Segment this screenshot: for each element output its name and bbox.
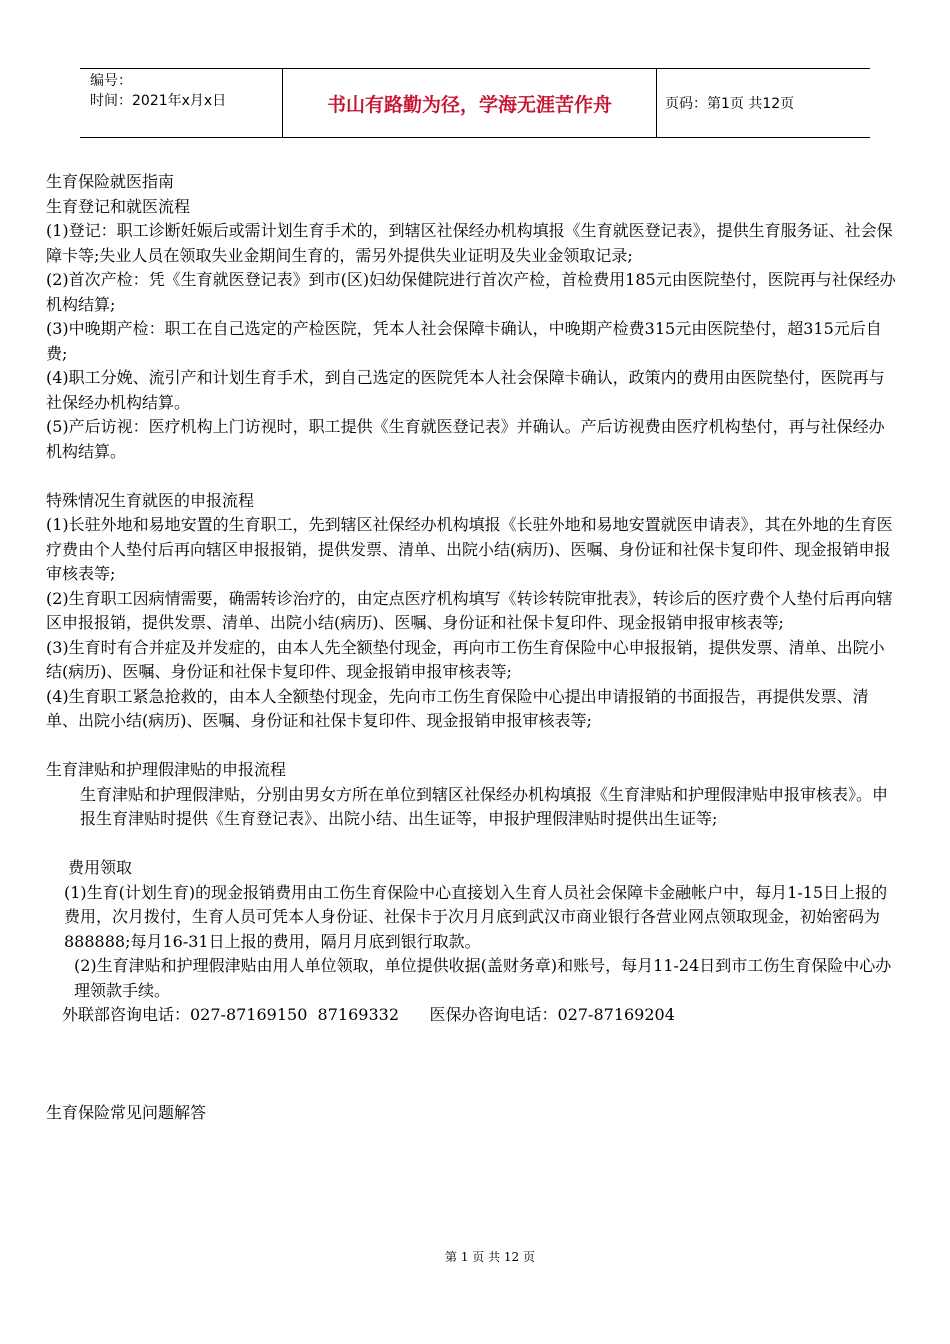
document-number-label: 编号：	[90, 73, 132, 89]
section-heading-faq: 生育保险常见问题解答	[46, 1103, 207, 1122]
paragraph: (1)登记：职工诊断妊娠后或需计划生育手术的，到辖区社保经办机构填报《生育就医登记表》，提供生育服务证、社会保障卡等;失业人员在领取失业金期间生育的，需另外提供失业证明及失业金领取记录;	[46, 221, 893, 265]
document-title: 生育保险就医指南	[46, 172, 175, 191]
paragraph: (4)职工分娩、流引产和计划生育手术，到自己选定的医院凭本人社会保障卡确认，政策内的费用由医院垫付，医院再与社保经办机构结算。	[46, 368, 885, 412]
page-header	[80, 68, 870, 138]
spacer	[46, 832, 896, 857]
contact-phones: 外联部咨询电话：027-87169150 87169332 医保办咨询电话：027-87169204	[62, 1005, 675, 1024]
paragraph: (3)生育时有合并症及并发症的，由本人先全额垫付现金，再向市工伤生育保险中心申报报销，提供发票、清单、出院小结(病历)、医嘱、身份证和社保卡复印件、现金报销申报审核表等;	[46, 637, 885, 681]
document-time-label: 时间：2021年x月x日	[90, 93, 227, 109]
paragraph: (1)长驻外地和易地安置的生育职工，先到辖区社保经办机构填报《长驻外地和易地安置就医申请表》，其在外地的生育医疗费由个人垫付后再向辖区申报报销，提供发票、清单、出院小结(病历)、医嘱、身份证和社保卡复印件、现金报销申报审核表等;	[46, 515, 893, 583]
paragraph: (4)生育职工紧急抢救的，由本人全额垫付现金，先向市工伤生育保险中心提出申请报销的书面报告，再提供发票、清单、出院小结(病历)、医嘱、身份证和社保卡复印件、现金报销申报审核表等;	[46, 686, 869, 730]
document-body	[46, 170, 896, 1126]
header-meta	[80, 69, 282, 137]
page-footer: 第 1 页 共 12 页	[445, 1250, 535, 1264]
paragraph: (5)产后访视：医疗机构上门访视时，职工提供《生育就医登记表》并确认。产后访视费由医疗机构垫付，再与社保经办机构结算。	[46, 417, 885, 461]
spacer	[46, 1077, 896, 1102]
section-heading-allowance: 生育津贴和护理假津贴的申报流程	[46, 760, 287, 779]
section-heading-registration: 生育登记和就医流程	[46, 196, 191, 216]
section-heading-special-cases: 特殊情况生育就医的申报流程	[46, 490, 255, 510]
spacer	[46, 1028, 896, 1077]
paragraph: (3)中晚期产检：职工在自己选定的产检医院，凭本人社会保障卡确认，中晚期产检费315元由医院垫付，超315元后自费;	[46, 319, 882, 363]
spacer	[46, 734, 896, 759]
paragraph: (2)生育津贴和护理假津贴由用人单位领取，单位提供收据(盖财务章)和账号，每月11-24日到市工伤生育保险中心办理领款手续。	[74, 956, 892, 1000]
paragraph: (1)生育(计划生育)的现金报销费用由工伤生育保险中心直接划入生育人员社会保障卡金融帐户中，每月1-15日上报的费用，次月拨付，生育人员可凭本人身份证、社保卡于次月月底到武汉市商业银行各营业网点领取现金，初始密码为888888;每月16-31日上报的费用，隔月月底到银行取款。	[64, 882, 888, 951]
paragraph: (2)生育职工因病情需要，确需转诊治疗的，由定点医疗机构填写《转诊转院审批表》，转诊后的医疗费个人垫付后再向辖区申报报销，提供发票、清单、出院小结(病历)、医嘱、身份证和社保卡复印件、现金报销申报审核表等;	[46, 588, 893, 632]
section-heading-payment: 费用领取	[68, 858, 133, 877]
header-motto: 书山有路勤为径，学海无涯苦作舟	[282, 69, 657, 137]
header-page-info: 页码：第1页 共12页	[665, 96, 795, 112]
paragraph: (2)首次产检：凭《生育就医登记表》到市(区)妇幼保健院进行首次产检，首检费用185元由医院垫付，医院再与社保经办机构结算;	[46, 270, 896, 314]
paragraph: 生育津贴和护理假津贴，分别由男女方所在单位到辖区社保经办机构填报《生育津贴和护理假津贴申报审核表》。申报生育津贴时提供《生育登记表》、出院小结、出生证等，申报护理假津贴时提供出生证等;	[80, 784, 889, 828]
spacer	[46, 464, 896, 489]
